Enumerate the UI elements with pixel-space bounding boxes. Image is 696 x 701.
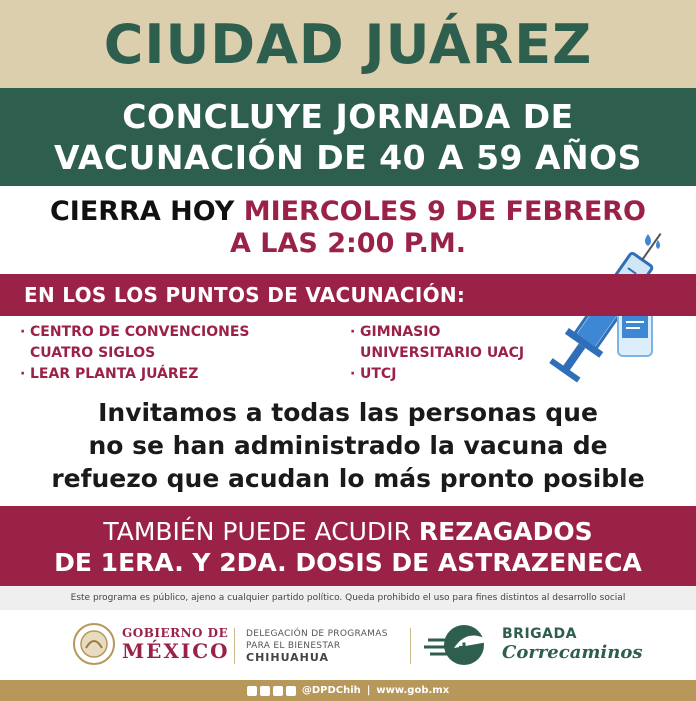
- list-item: CUATRO SIGLOS: [30, 345, 156, 361]
- logo-divider: [410, 628, 411, 664]
- deadline-prefix: CIERRA HOY: [49, 196, 235, 227]
- facebook-icon[interactable]: [247, 686, 257, 696]
- instagram-icon[interactable]: [273, 686, 283, 696]
- footer-separator: |: [366, 685, 371, 696]
- list-item: · GIMNASIO: [350, 324, 441, 340]
- logos-strip: [0, 612, 696, 678]
- also-banner: [0, 506, 696, 586]
- list-item: · LEAR PLANTA JUÁREZ: [20, 366, 199, 382]
- website-link[interactable]: www.gob.mx: [376, 685, 450, 696]
- deadline-time: A LAS 2:00 P.M.: [229, 228, 466, 259]
- mexico-seal-icon: [72, 622, 116, 666]
- brigada-logo: BRIGADA Correcaminos: [502, 626, 643, 663]
- sites-right-list: [350, 322, 524, 385]
- city-header: [0, 0, 696, 88]
- list-item: · UTCJ: [350, 366, 397, 382]
- list-item: · CENTRO DE CONVENCIONES: [20, 324, 250, 340]
- twitter-icon[interactable]: [260, 686, 270, 696]
- also-line2: DE 1ERA. Y 2DA. DOSIS DE ASTRAZENECA: [54, 548, 642, 577]
- invite-line1: Invitamos a todas las personas que: [98, 398, 598, 427]
- invite-line3: refuezo que acudan lo más pronto posible: [51, 464, 645, 493]
- logo-divider: [234, 628, 235, 664]
- disclaimer: Este programa es público, ajeno a cualquier partido político. Queda prohibido el uso para fines distintos al desarrollo social: [0, 586, 696, 610]
- also-bold: REZAGADOS: [418, 517, 593, 546]
- social-handle[interactable]: @DPDChih: [301, 685, 361, 696]
- invite-line2: no se han administrado la vacuna de: [88, 431, 608, 460]
- invitation-text: [0, 396, 696, 495]
- points-title-bar: [0, 274, 696, 316]
- correcaminos-icon: [424, 620, 500, 670]
- headline-line2: VACUNACIÓN DE 40 A 59 AÑOS: [54, 138, 642, 177]
- headline-banner: [0, 88, 696, 186]
- deadline-date: MIERCOLES 9 DE FEBRERO: [243, 196, 647, 227]
- list-item: UNIVERSITARIO UACJ: [360, 345, 525, 361]
- sites-left-list: [20, 322, 249, 385]
- points-title: EN LOS LOS PUNTOS DE VACUNACIÓN:: [24, 283, 466, 307]
- gobierno-logo: GOBIERNO DE MÉXICO: [122, 626, 230, 663]
- youtube-icon[interactable]: [286, 686, 296, 696]
- headline-line1: CONCLUYE JORNADA DE: [122, 97, 574, 136]
- also-regular: TAMBIÉN PUEDE ACUDIR: [103, 517, 411, 546]
- city-title: CIUDAD JUÁREZ: [103, 12, 593, 76]
- delegacion-logo: DELEGACIÓN DE PROGRAMAS PARA EL BIENESTAR CHIHUAHUA: [246, 629, 388, 664]
- footer-bar: [0, 680, 696, 701]
